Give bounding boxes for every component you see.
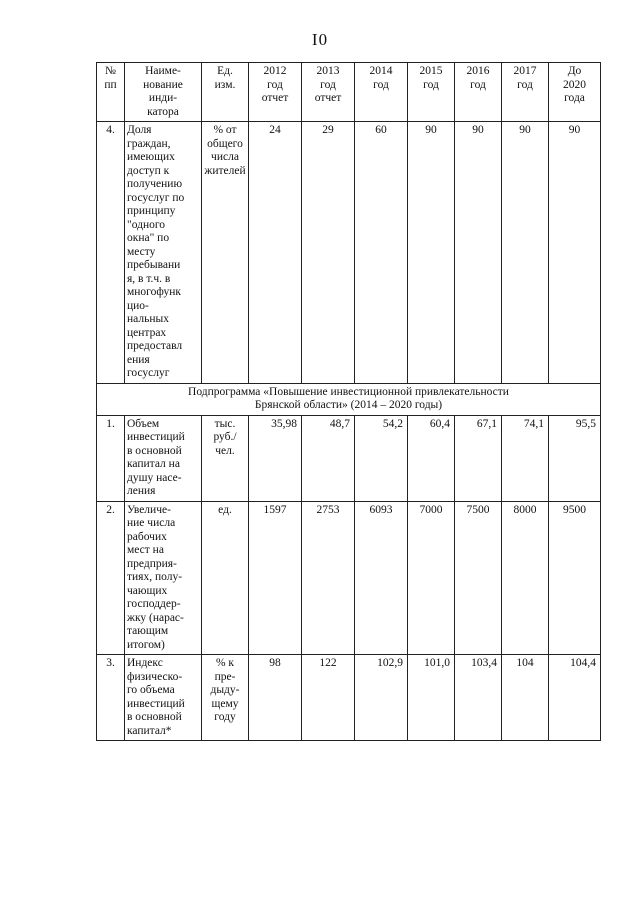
row-num: 2. bbox=[97, 501, 125, 655]
row-value: 122 bbox=[302, 655, 355, 741]
header-year-2017: 2017 год bbox=[502, 63, 549, 122]
row-value: 35,98 bbox=[249, 415, 302, 501]
row-value: 90 bbox=[549, 122, 601, 384]
header-year-2013: 2013 год отчет bbox=[302, 63, 355, 122]
row-name: Доля граждан, имеющих доступ к получению госуслуг по принципу "одного окна" по месту пребывани я, в т.ч. в многофунк цио- нальных центрах предоставл ения госуслуг bbox=[125, 122, 202, 384]
row-value: 102,9 bbox=[355, 655, 408, 741]
row-value: 104,4 bbox=[549, 655, 601, 741]
header-num: № пп bbox=[97, 63, 125, 122]
row-value: 67,1 bbox=[455, 415, 502, 501]
row-value: 48,7 bbox=[302, 415, 355, 501]
row-value: 101,0 bbox=[408, 655, 455, 741]
row-name: Индекс физическо- го объема инвестиций в основной капитал* bbox=[125, 655, 202, 741]
row-value: 90 bbox=[408, 122, 455, 384]
row-value: 98 bbox=[249, 655, 302, 741]
header-year-2014: 2014 год bbox=[355, 63, 408, 122]
row-unit: % от общего числа жителей bbox=[202, 122, 249, 384]
row-value: 95,5 bbox=[549, 415, 601, 501]
subprogram-row bbox=[97, 383, 601, 415]
row-value: 74,1 bbox=[502, 415, 549, 501]
header-unit: Ед. изм. bbox=[202, 63, 249, 122]
row-unit: тыс. руб./ чел. bbox=[202, 415, 249, 501]
row-value: 24 bbox=[249, 122, 302, 384]
row-unit: % к пре- дыду- щему году bbox=[202, 655, 249, 741]
row-value: 2753 bbox=[302, 501, 355, 655]
table-row bbox=[97, 415, 601, 501]
header-name: Наиме- нование инди- катора bbox=[125, 63, 202, 122]
row-value: 7000 bbox=[408, 501, 455, 655]
row-value: 104 bbox=[502, 655, 549, 741]
row-name: Увеличе- ние числа рабочих мест на предприя- тиях, полу- чающих господдер- жку (нарас- тающим итогом) bbox=[125, 501, 202, 655]
row-value: 6093 bbox=[355, 501, 408, 655]
row-num: 3. bbox=[97, 655, 125, 741]
row-value: 29 bbox=[302, 122, 355, 384]
row-value: 54,2 bbox=[355, 415, 408, 501]
page-number: I0 bbox=[311, 30, 329, 49]
subprogram-title: Подпрограмма «Повышение инвестиционной привлекательности Брянской области» (2014 – 2020 годы) bbox=[97, 383, 601, 415]
row-value: 90 bbox=[502, 122, 549, 384]
header-year-2020: До 2020 года bbox=[549, 63, 601, 122]
row-value: 90 bbox=[455, 122, 502, 384]
table-row bbox=[97, 122, 601, 384]
row-value: 1597 bbox=[249, 501, 302, 655]
header-row bbox=[97, 63, 601, 122]
row-unit: ед. bbox=[202, 501, 249, 655]
table-row bbox=[97, 501, 601, 655]
row-num: 1. bbox=[97, 415, 125, 501]
row-value: 60 bbox=[355, 122, 408, 384]
row-value: 7500 bbox=[455, 501, 502, 655]
row-value: 8000 bbox=[502, 501, 549, 655]
header-year-2012: 2012 год отчет bbox=[249, 63, 302, 122]
header-year-2015: 2015 год bbox=[408, 63, 455, 122]
header-year-2016: 2016 год bbox=[455, 63, 502, 122]
row-value: 60,4 bbox=[408, 415, 455, 501]
row-name: Объем инвестиций в основной капитал на душу насе- ления bbox=[125, 415, 202, 501]
row-value: 9500 bbox=[549, 501, 601, 655]
indicators-table bbox=[96, 62, 601, 741]
row-num: 4. bbox=[97, 122, 125, 384]
row-value: 103,4 bbox=[455, 655, 502, 741]
table-row bbox=[97, 655, 601, 741]
